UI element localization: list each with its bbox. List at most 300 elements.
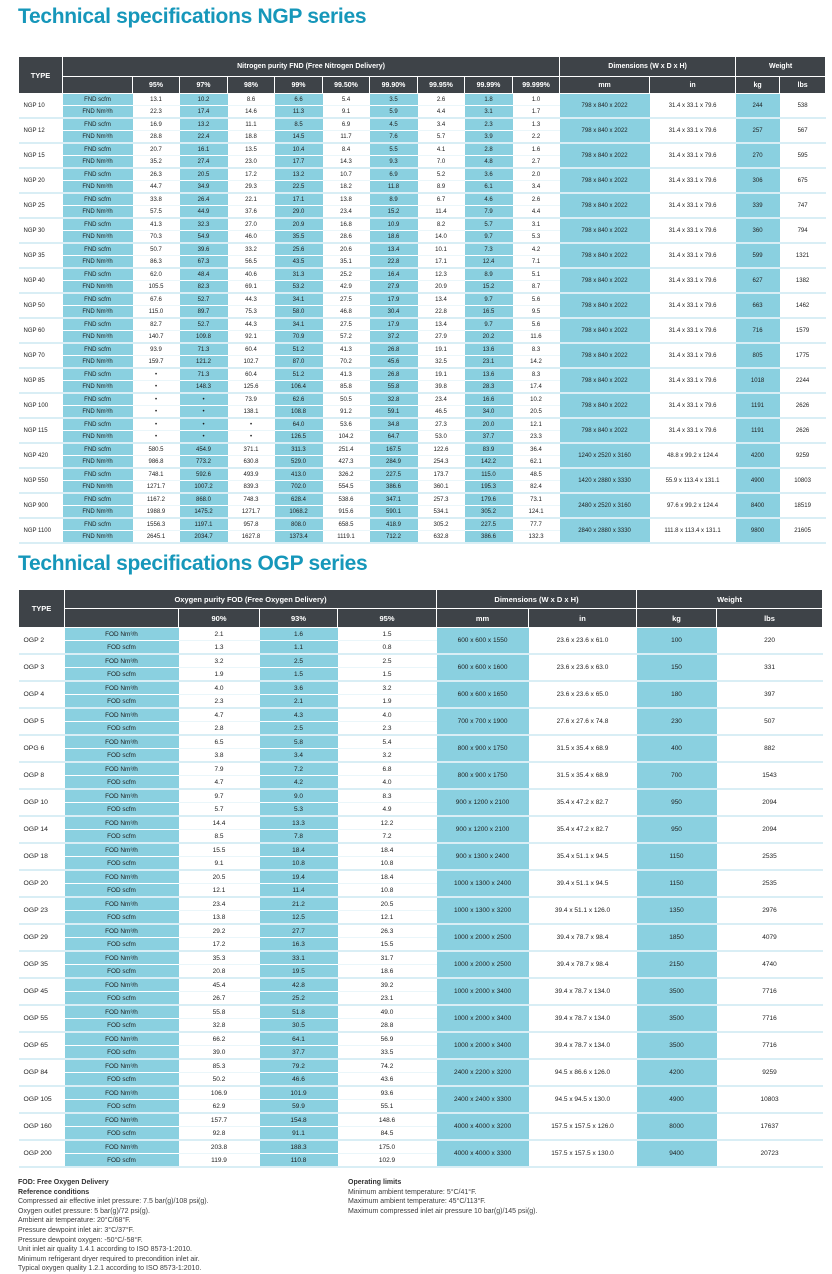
purity-value: • [180,393,228,406]
purity-value: 311.3 [275,443,323,456]
weight-lbs-value: 2094 [717,816,823,843]
weight-kg-value: 360 [736,218,780,243]
purity-value: 23.1 [338,992,437,1006]
unit-label: FND Nm³/h [63,281,133,294]
purity-value: 580.5 [133,443,180,456]
model-name: OGP 2 [19,628,65,655]
weight-kg-value: 2150 [637,951,717,978]
purity-value: 119.9 [179,1154,260,1168]
purity-value: 748.3 [228,493,275,506]
purity-value: 839.3 [228,481,275,494]
purity-value: 126.5 [275,431,323,444]
purity-value: 57.5 [133,206,180,219]
purity-value: 87.0 [275,356,323,369]
purity-value: 5.1 [513,268,560,281]
purity-value: 3.5 [370,94,418,106]
purity-value: 26.8 [370,368,418,381]
unit-label-column-header [63,77,133,94]
purity-value: 115.0 [133,306,180,319]
unit-label: FOD Nm³/h [65,1113,179,1127]
type-column-header: TYPE [19,590,65,628]
unit-label: FND Nm³/h [63,231,133,244]
unit-label: FND Nm³/h [63,331,133,344]
purity-value: 8.9 [465,268,513,281]
model-row-group [19,118,826,143]
purity-value: 4.0 [179,681,260,695]
purity-value: 42.9 [323,281,370,294]
unit-label: FOD Nm³/h [65,870,179,884]
operating-limits-notes [348,1178,822,1274]
purity-value: 25.2 [260,992,338,1006]
model-name: OGP 55 [19,1005,65,1032]
dimensions-in-value: 48.8 x 99.2 x 124.4 [650,443,736,468]
note-line: Oxygen outlet pressure: 5 bar(g)/72 psi(g). [18,1207,150,1215]
purity-value: 5.2 [418,168,465,181]
purity-value: 132.3 [513,531,560,544]
model-row-group [19,268,826,293]
purity-value: 89.7 [180,306,228,319]
purity-column-header: 90% [179,609,260,628]
purity-value: 91.1 [260,1127,338,1141]
purity-value: 1068.2 [275,506,323,519]
weight-kg-value: 400 [637,735,717,762]
unit-label: FOD Nm³/h [65,735,179,749]
dimensions-mm-value: 798 x 840 x 2022 [560,218,650,243]
unit-label: FND Nm³/h [63,256,133,269]
purity-value: 413.0 [275,468,323,481]
dimensions-in-value: 39.4 x 51.1 x 126.0 [529,897,637,924]
table-row [19,243,826,256]
weight-kg-value: 950 [637,789,717,816]
model-name: OPG 6 [19,735,65,762]
dimensions-in-value: 31.4 x 33.1 x 79.6 [650,418,736,443]
model-row-group [19,1140,823,1167]
purity-value: 159.7 [133,356,180,369]
dimensions-mm-value: 798 x 840 x 2022 [560,318,650,343]
purity-value: 22.3 [133,106,180,119]
table-row [19,654,823,668]
dimensions-in-value: 31.5 x 35.4 x 68.9 [529,735,637,762]
purity-value: 41.3 [133,218,180,231]
purity-value: 2.8 [179,722,260,736]
dimensions-mm-value: 798 x 840 x 2022 [560,393,650,418]
weight-kg-value: 244 [736,94,780,119]
model-name: OGP 45 [19,978,65,1005]
purity-value: 13.3 [260,816,338,830]
weight-kg-value: 4200 [736,443,780,468]
unit-label: FOD scfm [65,1100,179,1114]
purity-value: 7.0 [418,156,465,169]
purity-value: 9.1 [179,857,260,871]
weight-lbs-value: 567 [780,118,826,143]
purity-value: 18.8 [228,131,275,144]
purity-value: 1.8 [465,94,513,106]
table-row [19,708,823,722]
dimensions-in-value: 39.4 x 78.7 x 134.0 [529,1032,637,1059]
weight-kg-value: 9400 [637,1140,717,1167]
purity-value: 22.4 [180,131,228,144]
purity-value: 106.4 [275,381,323,394]
purity-value: 44.3 [228,293,275,306]
purity-value: 26.4 [180,193,228,206]
purity-value: 12.4 [465,256,513,269]
purity-value: 22.8 [370,256,418,269]
purity-value: 53.6 [323,418,370,431]
table-row [19,268,826,281]
weight-lbs-value: 2535 [717,843,823,870]
table-row [19,468,826,481]
unit-label: FOD scfm [65,803,179,817]
purity-value: 32.8 [179,1019,260,1033]
model-row-group [19,443,826,468]
unit-label: FOD scfm [65,965,179,979]
table-row [19,924,823,938]
table-row [19,443,826,456]
model-name: NGP 35 [19,243,63,268]
purity-value: 11.6 [513,331,560,344]
dimensions-mm-value: 2400 x 2200 x 3200 [437,1059,529,1086]
purity-value: 4.0 [338,708,437,722]
purity-value: 628.4 [275,493,323,506]
weight-kg-value: 9800 [736,518,780,543]
purity-value: 35.3 [179,951,260,965]
purity-value: 175.0 [338,1140,437,1154]
dimensions-mm-value: 900 x 1300 x 2400 [437,843,529,870]
purity-value: 25.6 [275,243,323,256]
purity-value: 5.6 [513,293,560,306]
weight-lbs-value: 595 [780,143,826,168]
purity-value: 21.2 [260,897,338,911]
unit-label: FND scfm [63,443,133,456]
model-row-group [19,897,823,924]
weight-lbs-value: 1321 [780,243,826,268]
note-line: Compressed air effective inlet pressure: 7.5 bar(g)/108 psi(g). [18,1198,209,1206]
purity-value: 3.6 [465,168,513,181]
purity-value: 6.1 [465,181,513,194]
purity-value: 26.7 [179,992,260,1006]
purity-value: 82.7 [133,318,180,331]
purity-value: 8.3 [338,789,437,803]
purity-value: 6.6 [275,94,323,106]
purity-value: 33.5 [338,1046,437,1060]
purity-value: 29.3 [228,181,275,194]
purity-value: 51.2 [275,368,323,381]
purity-value: 5.4 [323,94,370,106]
purity-value: 957.8 [228,518,275,531]
model-row-group [19,418,826,443]
purity-value: 16.8 [323,218,370,231]
purity-value: 10.9 [370,218,418,231]
purity-value: 125.6 [228,381,275,394]
purity-value: 34.0 [465,406,513,419]
purity-value: 39.6 [180,243,228,256]
model-name: OGP 160 [19,1113,65,1140]
unit-label: FND Nm³/h [63,156,133,169]
model-name: NGP 25 [19,193,63,218]
purity-value: 12.1 [338,911,437,925]
purity-value: 33.1 [260,951,338,965]
model-name: OGP 65 [19,1032,65,1059]
dimensions-in-value: 31.4 x 33.1 x 79.6 [650,318,736,343]
unit-label: FOD scfm [65,1046,179,1060]
model-row-group [19,870,823,897]
model-row-group [19,789,823,816]
model-row-group [19,951,823,978]
purity-value: 2.5 [260,654,338,668]
purity-value: 32.5 [418,356,465,369]
purity-value: 9.7 [465,318,513,331]
purity-value: 26.3 [338,924,437,938]
weight-kg-value: 8000 [637,1113,717,1140]
purity-value: 7.9 [179,762,260,776]
purity-value: 13.4 [370,243,418,256]
purity-value: 32.8 [370,393,418,406]
purity-value: 3.8 [179,749,260,763]
purity-column-header: 99.50% [323,77,370,94]
dimensions-mm-value: 798 x 840 x 2022 [560,293,650,318]
purity-value: 18.4 [338,843,437,857]
model-name: NGP 60 [19,318,63,343]
purity-value: • [180,406,228,419]
purity-value: 28.3 [465,381,513,394]
table-row [19,293,826,306]
purity-value: 43.6 [338,1073,437,1087]
purity-value: 148.3 [180,381,228,394]
purity-value: 138.1 [228,406,275,419]
purity-value: 13.6 [465,343,513,356]
purity-column-header: 93% [260,609,338,628]
ngp-spec-table [18,56,826,544]
purity-value: 454.9 [180,443,228,456]
unit-label: FOD scfm [65,884,179,898]
purity-value: 50.7 [133,243,180,256]
purity-value: 27.9 [370,281,418,294]
purity-value: 52.7 [180,318,228,331]
purity-value: 79.2 [260,1059,338,1073]
unit-label: FND Nm³/h [63,206,133,219]
purity-value: 4.8 [465,156,513,169]
weight-lbs-value: 747 [780,193,826,218]
unit-label: FND scfm [63,493,133,506]
purity-value: 17.9 [370,293,418,306]
model-name: OGP 105 [19,1086,65,1113]
note-line: Maximum ambient temperature: 45°C/113°F. [348,1198,486,1206]
purity-value: 8.9 [370,193,418,206]
weight-kg-value: 230 [637,708,717,735]
table-row [19,628,823,641]
purity-value: 13.2 [275,168,323,181]
purity-value: 195.3 [465,481,513,494]
model-row-group [19,393,826,418]
purity-value: 632.8 [418,531,465,544]
table-row [19,897,823,911]
purity-value: 5.7 [418,131,465,144]
model-row-group [19,343,826,368]
purity-value: 702.0 [275,481,323,494]
weight-lbs-value: 21605 [780,518,826,543]
purity-value: 3.6 [260,681,338,695]
purity-value: 91.2 [323,406,370,419]
purity-value: 18.6 [338,965,437,979]
unit-label: FND Nm³/h [63,356,133,369]
unit-label: FOD Nm³/h [65,1086,179,1100]
purity-value: 17.1 [275,193,323,206]
purity-value: 554.5 [323,481,370,494]
purity-value: 77.7 [513,518,560,531]
model-row-group [19,1032,823,1059]
purity-value: 20.0 [465,418,513,431]
weight-lbs-value: 2244 [780,368,826,393]
purity-value: 34.9 [180,181,228,194]
purity-column-header: 95% [338,609,437,628]
purity-value: 16.1 [180,143,228,156]
purity-value: 44.9 [180,206,228,219]
model-name: OGP 84 [19,1059,65,1086]
weight-lbs-value: 2094 [717,789,823,816]
dimensions-mm-value: 800 x 900 x 1750 [437,762,529,789]
purity-value: 51.8 [260,1005,338,1019]
purity-value: 1.1 [260,641,338,655]
purity-value: 10.2 [180,94,228,106]
purity-value: 48.4 [180,268,228,281]
dimensions-mm-value: 1240 x 2520 x 3160 [560,443,650,468]
table-row [19,393,826,406]
purity-value: 17.2 [228,168,275,181]
model-row-group [19,654,823,681]
unit-label: FND Nm³/h [63,106,133,119]
model-row-group [19,368,826,393]
purity-value: 124.1 [513,506,560,519]
unit-label: FOD Nm³/h [65,1032,179,1046]
model-name: NGP 85 [19,368,63,393]
model-name: NGP 20 [19,168,63,193]
purity-value: 62.0 [133,268,180,281]
purity-value: 59.1 [370,406,418,419]
purity-value: 82.3 [180,281,228,294]
unit-label: FOD Nm³/h [65,628,179,641]
purity-value: 19.1 [418,368,465,381]
purity-value: 2.1 [179,628,260,641]
dimensions-in-value: 35.4 x 51.1 x 94.5 [529,843,637,870]
unit-label: FOD Nm³/h [65,897,179,911]
table-row [19,493,826,506]
weight-kg-value: 805 [736,343,780,368]
weight-lbs-value: 10803 [780,468,826,493]
purity-value: 2.3 [338,722,437,736]
purity-value: 37.2 [370,331,418,344]
model-row-group [19,293,826,318]
dimensions-mm-value: 798 x 840 x 2022 [560,418,650,443]
purity-value: 10.2 [513,393,560,406]
weight-lbs-value: 1775 [780,343,826,368]
unit-label: FOD Nm³/h [65,708,179,722]
purity-value: 10.8 [338,884,437,898]
purity-value: 18.2 [323,181,370,194]
table-row [19,816,823,830]
purity-value: 1197.1 [180,518,228,531]
purity-value: 28.8 [338,1019,437,1033]
note-line: Unit inlet air quality 1.4.1 according to ISO 8573-1:2010. [18,1246,192,1254]
purity-value: 2.1 [260,695,338,709]
weight-lbs-value: 882 [717,735,823,762]
purity-value: 46.5 [418,406,465,419]
unit-label: FOD scfm [65,1127,179,1141]
purity-value: • [133,393,180,406]
purity-value: 1271.7 [133,481,180,494]
dimensions-mm-value: 798 x 840 x 2022 [560,343,650,368]
table-row [19,1059,823,1073]
model-name: NGP 12 [19,118,63,143]
dimensions-mm-value: 1000 x 2000 x 3400 [437,1032,529,1059]
purity-value: 15.5 [338,938,437,952]
purity-value: 9.1 [323,106,370,119]
purity-value: 22.1 [228,193,275,206]
dimensions-mm-value: 1000 x 2000 x 3400 [437,978,529,1005]
weight-lbs-value: 10803 [717,1086,823,1113]
purity-value: 15.5 [179,843,260,857]
purity-value: 93.6 [338,1086,437,1100]
purity-value: 14.0 [418,231,465,244]
purity-value: 1.5 [260,668,338,682]
purity-value: 53.2 [275,281,323,294]
purity-value: 9.3 [370,156,418,169]
weight-lbs-value: 20723 [717,1140,823,1167]
purity-value: 43.5 [275,256,323,269]
purity-value: 140.7 [133,331,180,344]
weight-kg-value: 257 [736,118,780,143]
purity-value: 427.3 [323,456,370,469]
purity-value: • [180,418,228,431]
model-name: NGP 115 [19,418,63,443]
purity-value: 8.5 [179,830,260,844]
table-row [19,843,823,857]
purity-value: 227.5 [465,518,513,531]
purity-value: • [133,368,180,381]
purity-value: 712.2 [370,531,418,544]
table-row [19,735,823,749]
purity-value: 109.8 [180,331,228,344]
purity-value: 1119.1 [323,531,370,544]
purity-value: 326.2 [323,468,370,481]
model-name: NGP 550 [19,468,63,493]
dimensions-in-value: 23.6 x 23.6 x 65.0 [529,681,637,708]
purity-value: 28.6 [323,231,370,244]
weight-kg-value: 1150 [637,843,717,870]
weight-kg-value: 3500 [637,1005,717,1032]
purity-value: • [133,431,180,444]
purity-column-header: 99.90% [370,77,418,94]
weight-kg-value: 8400 [736,493,780,518]
purity-value: 13.6 [465,368,513,381]
dimensions-mm-value: 798 x 840 x 2022 [560,94,650,119]
purity-value: 2.6 [513,193,560,206]
model-row-group [19,193,826,218]
purity-value: 4.5 [370,118,418,131]
model-name: OGP 10 [19,789,65,816]
purity-value: 64.7 [370,431,418,444]
purity-value: 7.9 [465,206,513,219]
note-line: Minimum refrigerant dryer required to precondition inlet air. [18,1255,200,1263]
unit-label: FOD scfm [65,722,179,736]
dimensions-mm-value: 2400 x 2400 x 3300 [437,1086,529,1113]
purity-value: 4.1 [418,143,465,156]
purity-value: 71.3 [180,343,228,356]
weight-lbs-value: 1462 [780,293,826,318]
weight-kg-value: 3500 [637,1032,717,1059]
table-row [19,870,823,884]
dimensions-in-value: 31.4 x 33.1 x 79.6 [650,94,736,119]
purity-value: 347.1 [370,493,418,506]
